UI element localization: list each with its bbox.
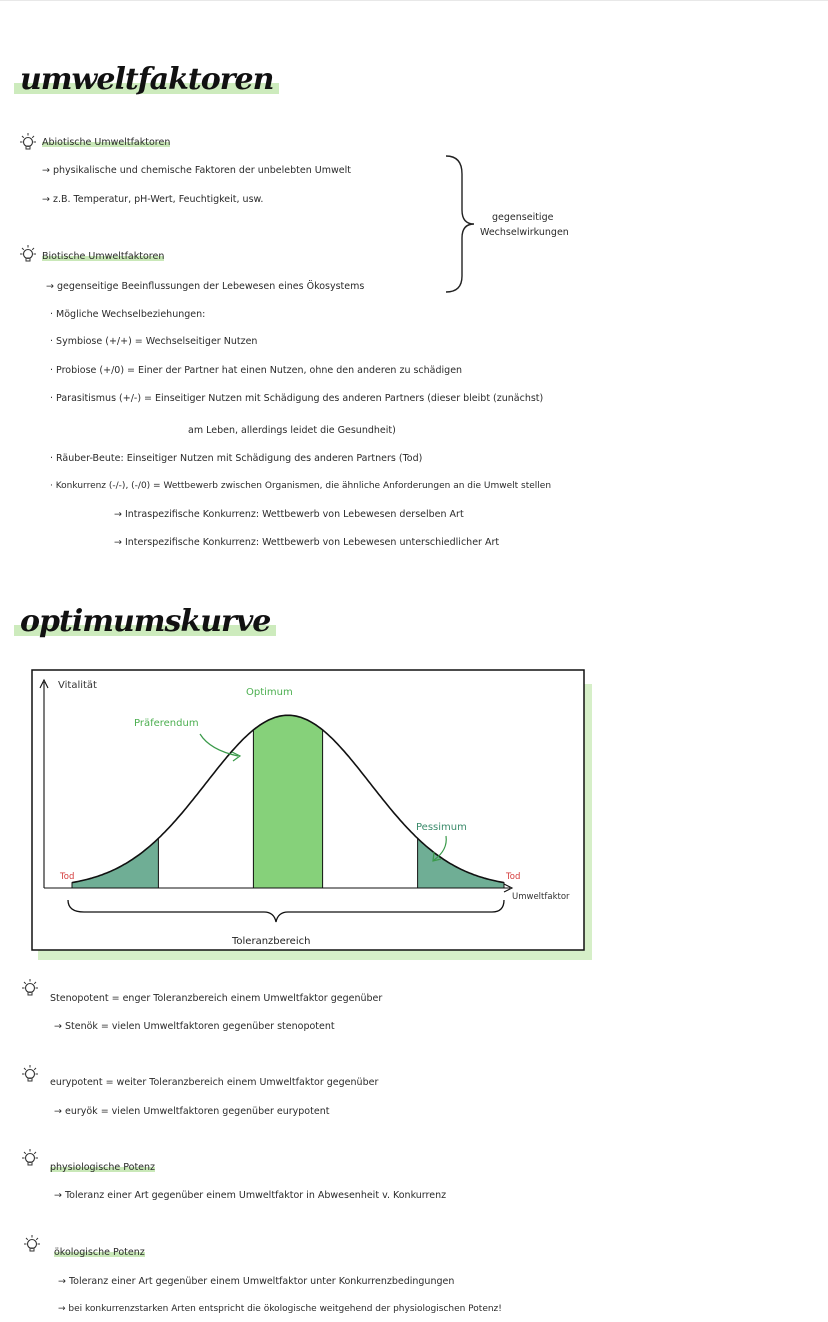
intra-line: → Intraspezifische Konkurrenz: Wettbewerb von Lebewesen derselben Art [114, 509, 464, 520]
note-physiologische-potenz-text: physiologische Potenz [50, 1162, 156, 1173]
note-oekologische-potenz-text: ökologische Potenz [54, 1247, 145, 1258]
lightbulb-icon [22, 1234, 42, 1256]
brace-label-1: gegenseitige [492, 212, 554, 223]
symbiose-line: · Symbiose (+/+) = Wechselseitiger Nutzen [50, 336, 258, 347]
lightbulb-icon [18, 132, 38, 154]
abiotisch-line2: → z.B. Temperatur, pH-Wert, Feuchtigkeit, usw. [42, 194, 264, 205]
note-physiologische-sub: → Toleranz einer Art gegenüber einem Umweltfaktor in Abwesenheit v. Konkurrenz [54, 1190, 447, 1201]
abiotisch-heading [42, 137, 170, 148]
y-axis-label: Vitalität [58, 680, 97, 691]
note-oekologische-sub: → Toleranz einer Art gegenüber einem Umweltfaktor unter Konkurrenzbedingungen [58, 1276, 455, 1287]
biotisch-heading [42, 251, 164, 262]
note-oekologische-potenz [54, 1247, 145, 1258]
konkurrenz-line: · Konkurrenz (-/-), (-/0) = Wettbewerb zwischen Organismen, die ähnliche Anforderungen an die Umwelt stellen [50, 481, 552, 491]
note-euryoek: → euryök = vielen Umweltfaktoren gegenüber eurypotent [54, 1106, 330, 1117]
page-title [14, 62, 279, 97]
brace-label-2: Wechselwirkungen [480, 227, 569, 238]
optimum-label: Optimum [246, 687, 293, 698]
inter-line: → Interspezifische Konkurrenz: Wettbewerb von Lebewesen unterschiedlicher Art [114, 537, 500, 548]
praeferendum-label: Präferendum [134, 718, 199, 729]
abiotisch-line1: → physikalische und chemische Faktoren der unbelebten Umwelt [42, 165, 351, 176]
tod-left-label: Tod [60, 872, 75, 882]
top-divider [0, 0, 828, 1]
note-oekologische-sub2: → bei konkurrenzstarken Arten entspricht die ökologische weitgehend der physiologischen Potenz! [58, 1304, 502, 1314]
probiose-line: · Probiose (+/0) = Einer der Partner hat einen Nutzen, ohne den anderen zu schädigen [50, 365, 463, 376]
biotisch-heading-text: Biotische Umweltfaktoren [42, 251, 165, 262]
note-physiologische-potenz [50, 1162, 155, 1173]
region-optimum-1 [253, 715, 322, 888]
curly-brace [440, 152, 480, 297]
parasitismus-line: · Parasitismus (+/-) = Einseitiger Nutzen mit Schädigung des anderen Partners (dieser bleibt (zunächst) [50, 393, 544, 404]
parasitismus-line2: am Leben, allerdings leidet die Gesundheit) [188, 425, 396, 436]
raeuber-line: · Räuber-Beute: Einseitiger Nutzen mit Schädigung des anderen Partners (Tod) [50, 453, 423, 464]
lightbulb-icon [20, 1064, 40, 1086]
biotisch-line2: · Mögliche Wechselbeziehungen: [50, 309, 206, 320]
toleranzbereich-label: Toleranzbereich [232, 936, 311, 947]
x-axis-label: Umweltfaktor [512, 892, 570, 902]
note-eurypotent: eurypotent = weiter Toleranzbereich einem Umweltfaktor gegenüber [50, 1077, 379, 1088]
note-stenoek: → Stenök = vielen Umweltfaktoren gegenüber stenopotent [54, 1021, 335, 1032]
section-title-optimumskurve [14, 604, 276, 639]
lightbulb-icon [20, 1148, 40, 1170]
biotisch-line1: → gegenseitige Beeinflussungen der Lebewesen eines Ökosystems [46, 281, 365, 292]
page-title-text: umweltfaktoren [14, 62, 279, 97]
tod-right-label: Tod [506, 872, 521, 882]
abiotisch-heading-text: Abiotische Umweltfaktoren [42, 137, 171, 148]
section-title-text: optimumskurve [14, 604, 276, 639]
lightbulb-icon [18, 244, 38, 266]
pessimum-label: Pessimum [416, 822, 467, 833]
lightbulb-icon [20, 978, 40, 1000]
optimum-curve-chart [28, 668, 592, 960]
note-stenopotent: Stenopotent = enger Toleranzbereich einem Umweltfaktor gegenüber [50, 993, 383, 1004]
